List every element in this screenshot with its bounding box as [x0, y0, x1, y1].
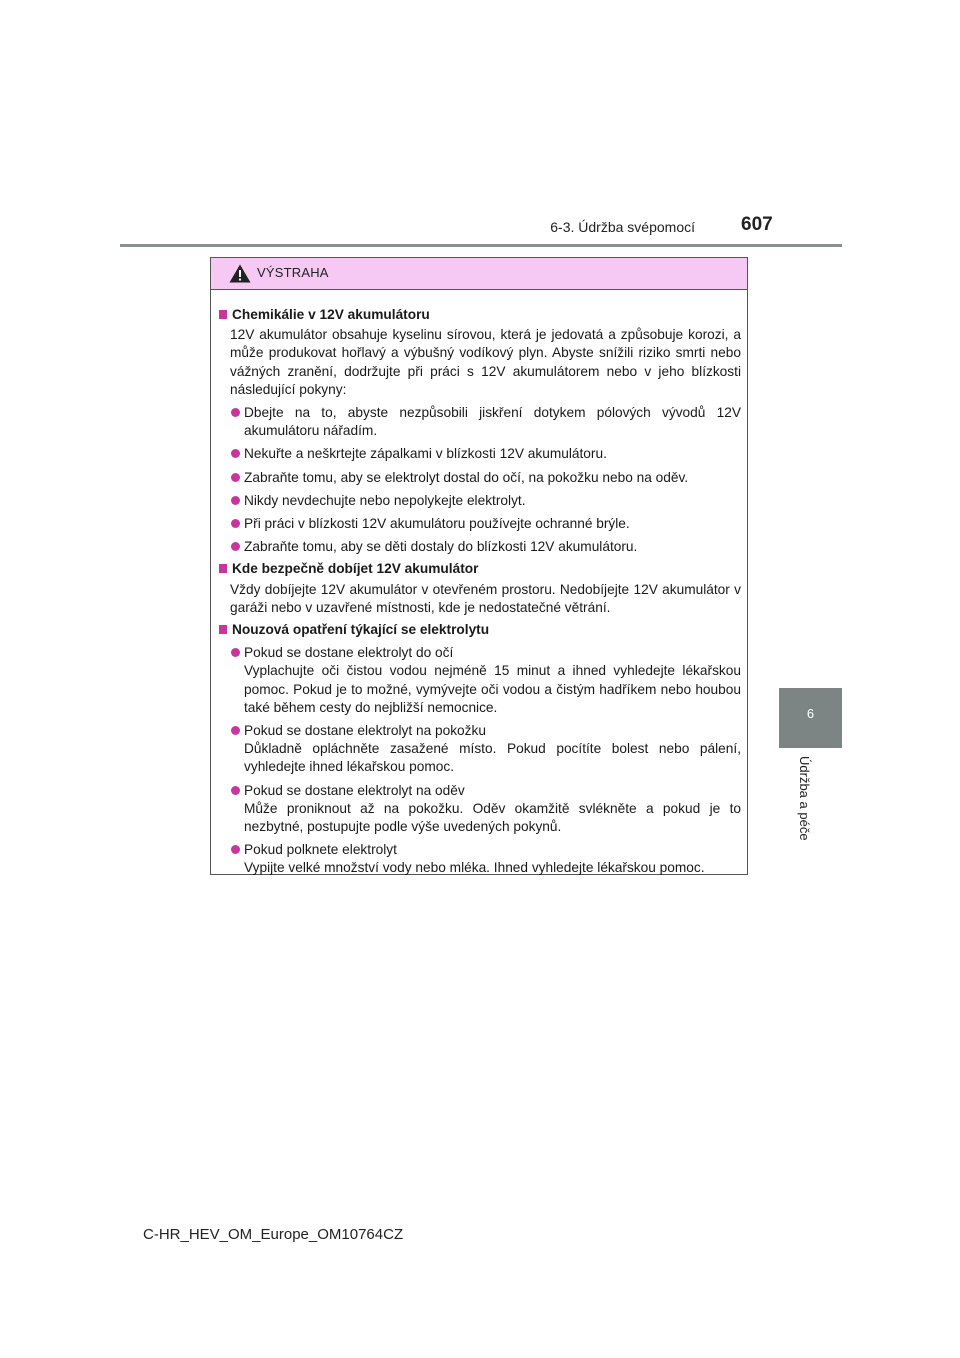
warning-body — [211, 290, 747, 878]
warning-triangle-icon — [229, 264, 251, 283]
warning-title: VÝSTRAHA — [257, 265, 329, 280]
chapter-tab: 6 — [779, 688, 842, 748]
section-label: 6-3. Údržba svépomocí — [550, 219, 695, 235]
header-rule — [120, 244, 842, 247]
list-item: Pokud se dostane elektrolyt na oděv Může proniknout až na pokožku. Oděv okamžitě svlékněte a pokud je to nezbytné, postupujte podle výše uvedených pokynů. — [219, 782, 741, 837]
round-bullet-icon — [231, 473, 240, 482]
section-text: 12V akumulátor obsahuje kyselinu sírovou, která je jedovatá a způsobuje korozi, a může produkovat hořlavý a výbušný vodíkový plyn. Abyste snížili riziko smrti nebo vážných zranění, dodržujte při práci s 12V akumulátorem nebo v jeho blízkosti následující pokyny: — [230, 327, 741, 397]
list-item: Dbejte na to, abyste nezpůsobili jiskření dotykem pólových vývodů 12V akumulátoru nářadím. — [219, 404, 741, 440]
section-emergency — [219, 621, 741, 878]
list-item: Nekuřte a neškrtejte zápalkami v blízkosti 12V akumulátoru. — [219, 445, 741, 463]
list-item: Zabraňte tomu, aby se elektrolyt dostal do očí, na pokožku nebo na oděv. — [219, 469, 741, 487]
list-item: Nikdy nevdechujte nebo nepolykejte elektrolyt. — [219, 492, 741, 510]
round-bullet-icon — [231, 726, 240, 735]
section-heading: Kde bezpečně dobíjet 12V akumulátor — [219, 560, 741, 578]
warning-header — [211, 258, 747, 290]
square-bullet-icon — [219, 564, 227, 573]
round-bullet-icon — [231, 648, 240, 657]
square-bullet-icon — [219, 310, 227, 319]
list-item: Pokud se dostane elektrolyt na pokožku Důkladně opláchněte zasažené místo. Pokud pocítíte bolest nebo pálení, vyhledejte ihned lékařskou pomoc. — [219, 722, 741, 777]
section-chemicals — [219, 306, 741, 556]
section-text: Vždy dobíjejte 12V akumulátor v otevřeném prostoru. Nedobíjejte 12V akumulátor v garáži nebo v uzavřené místnosti, kde je nedostatečné větrání. — [230, 581, 741, 615]
chapter-title: Údržba a péče — [797, 756, 812, 841]
round-bullet-icon — [231, 519, 240, 528]
list-item: Pokud se dostane elektrolyt do očí Vyplachujte oči čistou vodou nejméně 15 minut a ihned vyhledejte lékařskou pomoc. Pokud je to možné, vymývejte oči vodou a čistým hadříkem nebo houbou také během cesty do nejbližší nemocnice. — [219, 644, 741, 717]
round-bullet-icon — [231, 542, 240, 551]
page-number: 607 — [741, 214, 773, 235]
list-item: Pokud polknete elektrolyt Vypijte velké množství vody nebo mléka. Ihned vyhledejte lékařskou pomoc. — [219, 841, 741, 877]
list-item: Zabraňte tomu, aby se děti dostaly do blízkosti 12V akumulátoru. — [219, 538, 741, 556]
round-bullet-icon — [231, 449, 240, 458]
list-item: Při práci v blízkosti 12V akumulátoru používejte ochranné brýle. — [219, 515, 741, 533]
square-bullet-icon — [219, 625, 227, 634]
section-heading: Nouzová opatření týkající se elektrolytu — [219, 621, 741, 639]
round-bullet-icon — [231, 408, 240, 417]
round-bullet-icon — [231, 496, 240, 505]
section-charging — [219, 560, 741, 617]
warning-box — [210, 257, 748, 875]
round-bullet-icon — [231, 786, 240, 795]
document-code: C-HR_HEV_OM_Europe_OM10764CZ — [143, 1226, 404, 1243]
section-heading: Chemikálie v 12V akumulátoru — [219, 306, 741, 324]
round-bullet-icon — [231, 845, 240, 854]
